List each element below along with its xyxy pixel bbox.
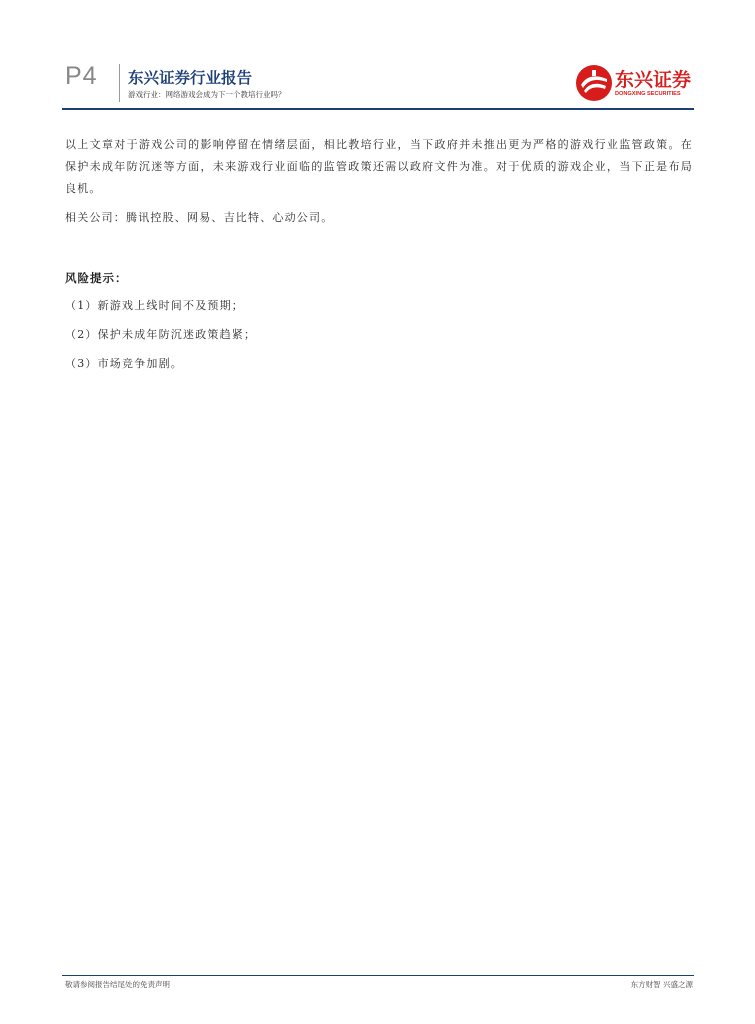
header-divider (119, 64, 120, 102)
dongxing-logo-icon (575, 64, 613, 102)
report-subtitle: 游戏行业：网络游戏会成为下一个教培行业吗？ (128, 90, 286, 99)
body-paragraph: 以上文章对于游戏公司的影响停留在情绪层面，相比教培行业，当下政府并未推出更为严格的游戏行业监管政策。在保护未成年防沉迷等方面，未来游戏行业面临的监管政策还需以政府文件为准。对于优质的游戏企业，当下正是布局良机。 (65, 138, 693, 195)
company-logo (575, 64, 695, 104)
risk-list (65, 295, 693, 375)
footer-disclaimer: 敬请参阅报告结尾处的免责声明 (65, 980, 170, 989)
risk-item: （1）新游戏上线时间不及预期； (65, 299, 244, 312)
page-header (0, 0, 755, 112)
report-body (65, 134, 693, 382)
page-number: P4 (65, 62, 98, 90)
footer-rule (62, 975, 694, 976)
logo-english-text: DONGXING SECURITIES (615, 91, 681, 97)
header-rule (62, 108, 694, 110)
related-companies-paragraph: 相关公司：腾讯控股、网易、吉比特、心动公司。 (65, 211, 334, 224)
risk-item: （2）保护未成年防沉迷政策趋紧； (65, 328, 257, 341)
risk-title: 风险提示： (65, 271, 128, 285)
footer-slogan: 东方财智 兴盛之源 (630, 980, 693, 989)
report-title: 东兴证券行业报告 (128, 69, 253, 87)
risk-item: （3）市场竞争加剧。 (65, 357, 183, 370)
logo-text: 东兴证券 (615, 69, 692, 91)
